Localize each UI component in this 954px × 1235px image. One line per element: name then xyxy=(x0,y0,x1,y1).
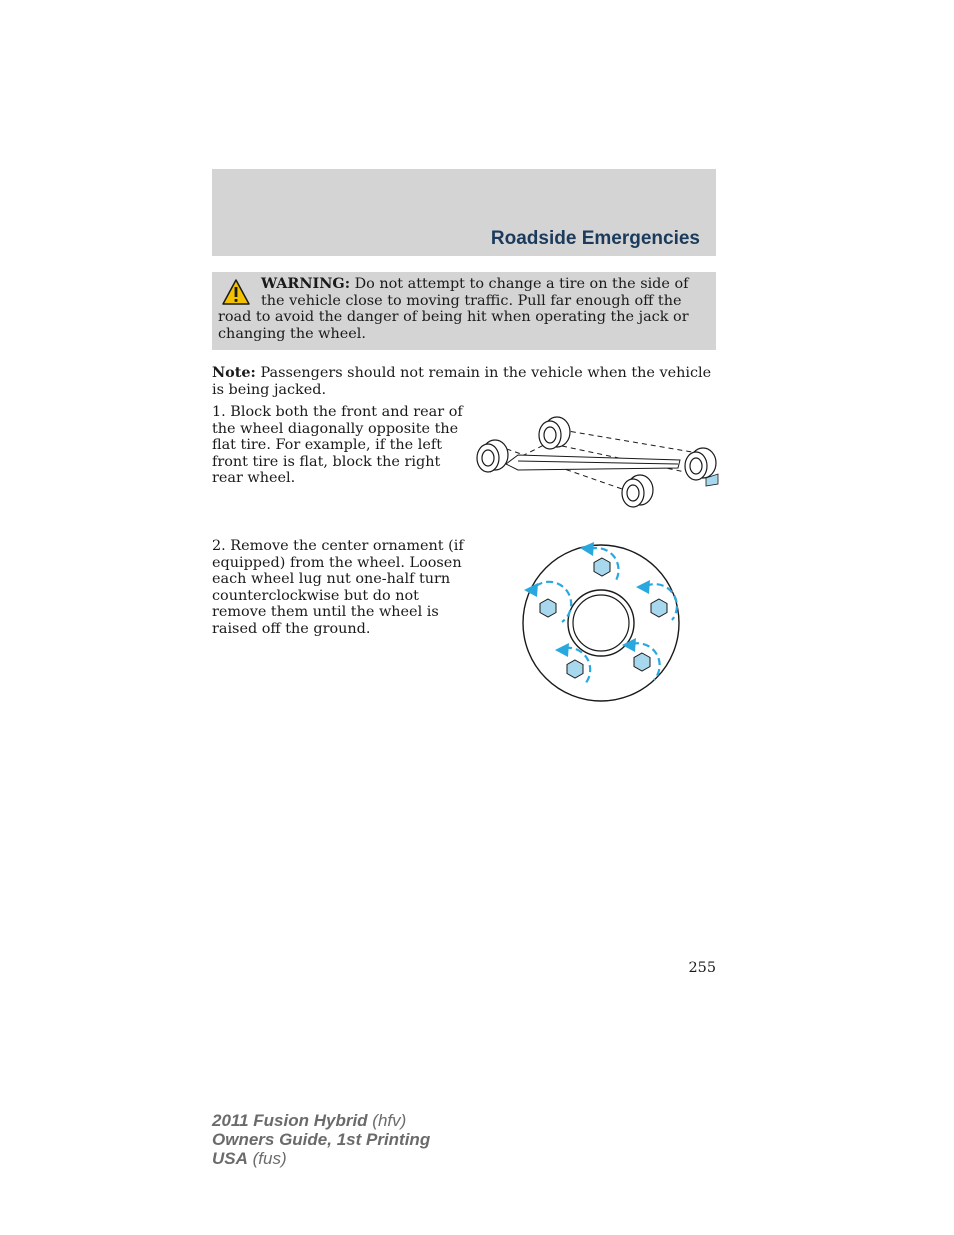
lug-nut-loosening-diagram xyxy=(518,540,684,706)
page-number: 255 xyxy=(688,960,716,976)
note xyxy=(212,365,716,398)
warning-label: WARNING: xyxy=(261,275,351,292)
note-text: Passengers should not remain in the vehicle when the vehicle is being jacked. xyxy=(212,365,712,398)
warning-text xyxy=(218,276,704,342)
footer-line-3: USA (fus) xyxy=(212,1149,287,1168)
step-2-text: 2. Remove the center ornament (if equipped) from the wheel. Loosen each wheel lug nut one-half turn counterclockwise but do not remove them until the wheel is raised off the ground. xyxy=(212,538,464,637)
header-band xyxy=(212,169,716,256)
wheel-block-diagram xyxy=(470,412,720,512)
footer-line-2: Owners Guide, 1st Printing xyxy=(212,1130,431,1149)
footer xyxy=(212,1111,430,1168)
footer-line-1: 2011 Fusion Hybrid (hfv) xyxy=(212,1111,407,1130)
section-title: Roadside Emergencies xyxy=(490,228,700,249)
warning-box xyxy=(212,272,716,350)
note-label: Note: xyxy=(212,364,256,381)
warning-body: Do not attempt to change a tire on the side of the vehicle close to moving traffic. Pull far enough off the road to avoid the danger of being hit when operating the jack or changing the wheel. xyxy=(218,276,689,342)
step-1-text: 1. Block both the front and rear of the wheel diagonally opposite the flat tire. For example, if the left front tire is flat, block the right rear wheel. xyxy=(212,404,463,487)
